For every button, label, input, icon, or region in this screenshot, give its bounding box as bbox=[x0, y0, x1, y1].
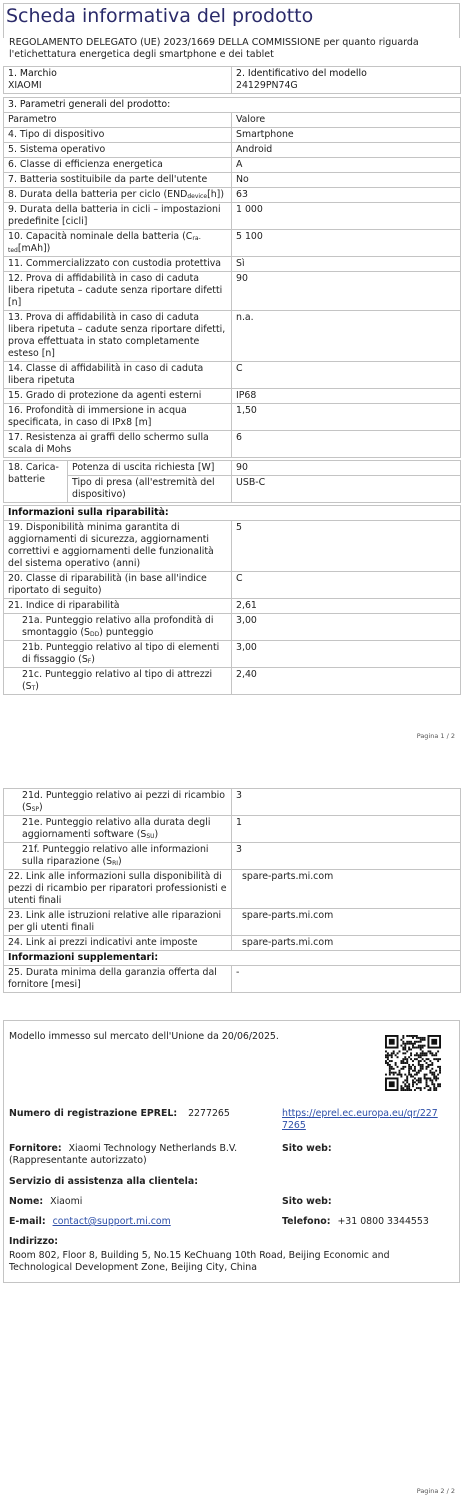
table-row bbox=[4, 272, 461, 311]
extra-heading: Informazioni supplementari: bbox=[4, 951, 461, 966]
table-row bbox=[4, 257, 461, 272]
param-cell: 4. Tipo di dispositivo bbox=[4, 128, 232, 143]
table-row bbox=[4, 572, 461, 599]
value-cell: Smartphone bbox=[232, 128, 461, 143]
repairability-table bbox=[3, 505, 461, 695]
supplier-website-label: Sito web: bbox=[282, 1143, 332, 1154]
param-cell: 9. Durata della batteria in cicli – impostazioni predefinite [cicli] bbox=[4, 203, 232, 230]
param-cell: 21b. Punteggio relativo al tipo di elementi di fissaggio $(S_F)$ bbox=[4, 641, 232, 668]
charger-power-value: 90 bbox=[232, 461, 461, 476]
value-cell: 3 bbox=[232, 843, 461, 870]
param-cell: 21f. Punteggio relativo alle informazioni sulla riparazione $(S_{RI})$ bbox=[4, 843, 232, 870]
param-cell: 10. Capacità nominale della batteria $(C_{ra-ted}[mAh])$ bbox=[4, 230, 232, 257]
support-name-row bbox=[9, 1196, 82, 1208]
table-row bbox=[4, 173, 461, 188]
value-cell: No bbox=[232, 173, 461, 188]
eprel-value: 2277265 bbox=[188, 1108, 230, 1119]
param-cell: 8. Durata della batteria per ciclo $(END_{device}[h])$ bbox=[4, 188, 232, 203]
table-row bbox=[4, 158, 461, 173]
param-cell: 21. Indice di riparabilità bbox=[4, 599, 232, 614]
supplier-row bbox=[9, 1143, 279, 1167]
table-row bbox=[4, 641, 461, 668]
param-cell: 22. Link alle informazioni sulla disponibilità di pezzi di ricambio per riparatori professionisti e utenti finali bbox=[4, 870, 232, 909]
page-title: Scheda informativa del prodotto bbox=[6, 5, 314, 27]
param-cell: 13. Prova di affidabilità in caso di caduta libera ripetuta – cadute senza riportare difetti, prova effettuata in stato completamente esteso [n] bbox=[4, 311, 232, 362]
value-cell: 5 100 bbox=[232, 230, 461, 257]
table-row bbox=[4, 143, 461, 158]
table-row bbox=[4, 816, 461, 843]
table-row bbox=[4, 521, 461, 572]
phone-label: Telefono: bbox=[282, 1216, 331, 1227]
table-row bbox=[4, 668, 461, 695]
value-cell: A bbox=[232, 158, 461, 173]
value-cell: spare-parts.mi.com bbox=[232, 870, 461, 909]
supplier-value: Xiaomi Technology Netherlands B.V. (Rappresentante autorizzato) bbox=[9, 1143, 238, 1166]
phone-value: +31 0800 3344553 bbox=[337, 1216, 429, 1227]
value-cell: spare-parts.mi.com bbox=[232, 936, 461, 951]
param-cell: 11. Commercializzato con custodia protettiva bbox=[4, 257, 232, 272]
value-cell: 90 bbox=[232, 272, 461, 311]
value-cell: spare-parts.mi.com bbox=[232, 909, 461, 936]
page-2-footer: Pagina 2 / 2 bbox=[416, 1487, 455, 1495]
eprel-row bbox=[9, 1108, 230, 1120]
param-cell: 21a. Punteggio relativo alla profondità di smontaggio $(S_{DD})$ punteggio bbox=[4, 614, 232, 641]
value-cell: n.a. bbox=[232, 311, 461, 362]
page-1 bbox=[0, 0, 461, 745]
value-cell: 2,61 bbox=[232, 599, 461, 614]
param-cell: 23. Link alle istruzioni relative alle riparazioni per gli utenti finali bbox=[4, 909, 232, 936]
charger-socket-value: USB-C bbox=[232, 476, 461, 503]
table-row bbox=[4, 431, 461, 458]
regulation-text: REGOLAMENTO DELEGATO (UE) 2023/1669 DELLA COMMISSIONE per quanto riguarda l'etichettatura energetica degli smartphone e dei tablet bbox=[9, 37, 419, 60]
table-row bbox=[4, 188, 461, 203]
address-label: Indirizzo: bbox=[9, 1236, 59, 1247]
general-rows bbox=[4, 128, 461, 458]
phone-row bbox=[282, 1216, 429, 1228]
value-cell: 63 bbox=[232, 188, 461, 203]
value-cell: 5 bbox=[232, 521, 461, 572]
name-label: Nome: bbox=[9, 1196, 44, 1207]
param-cell: 15. Grado di protezione da agenti esterni bbox=[4, 389, 232, 404]
param-cell: 12. Prova di affidabilità in caso di caduta libera ripetuta – cadute senza riportare difetti [n] bbox=[4, 272, 232, 311]
table-row bbox=[4, 203, 461, 230]
value-cell: IP68 bbox=[232, 389, 461, 404]
warranty-label: 25. Durata minima della garanzia offerta dal fornitore [mesi] bbox=[4, 966, 232, 993]
charger-label: 18. Carica-batterie bbox=[4, 461, 68, 503]
value-cell: 2,40 bbox=[232, 668, 461, 695]
brand-value: XIAOMI bbox=[8, 80, 42, 91]
supplier-label: Fornitore: bbox=[9, 1143, 62, 1154]
value-header: Valore bbox=[232, 113, 461, 128]
param-cell: 5. Sistema operativo bbox=[4, 143, 232, 158]
charger-socket-label: Tipo di presa (all'estremità del dispositivo) bbox=[68, 476, 232, 503]
eprel-link[interactable]: https://eprel.ec.europa.eu/qr/2277265 bbox=[282, 1108, 438, 1131]
param-cell: 21d. Punteggio relativo ai pezzi di ricambio $(S_{SP})$ bbox=[4, 789, 232, 816]
table-row bbox=[4, 404, 461, 431]
table-row bbox=[4, 909, 461, 936]
value-cell: 3 bbox=[232, 789, 461, 816]
table-row bbox=[4, 599, 461, 614]
name-value: Xiaomi bbox=[50, 1196, 83, 1207]
charger-power-label: Potenza di uscita richiesta [W] bbox=[68, 461, 232, 476]
param-cell: 17. Resistenza ai graffi dello schermo sulla scala di Mohs bbox=[4, 431, 232, 458]
table-row bbox=[4, 936, 461, 951]
model-value: 24129PN74G bbox=[236, 80, 298, 91]
value-cell: C bbox=[232, 362, 461, 389]
param-cell: 16. Profondità di immersione in acqua specificata, in caso di IPx8 [m] bbox=[4, 404, 232, 431]
table-row bbox=[4, 389, 461, 404]
model-cell bbox=[232, 67, 461, 94]
page-2-table bbox=[3, 788, 461, 993]
table-row bbox=[4, 362, 461, 389]
param-cell: 24. Link ai prezzi indicativi ante imposte bbox=[4, 936, 232, 951]
param-header: Parametro bbox=[4, 113, 232, 128]
market-date: Modello immesso sul mercato dell'Unione da 20/06/2025. bbox=[9, 1031, 279, 1042]
email-link[interactable]: contact@support.mi.com bbox=[52, 1216, 171, 1227]
section-3-heading: 3. Parametri generali del prodotto: bbox=[4, 98, 461, 113]
support-website-label: Sito web: bbox=[282, 1196, 332, 1207]
support-heading: Servizio di assistenza alla clientela: bbox=[9, 1176, 198, 1187]
eprel-label: Numero di registrazione EPREL: bbox=[9, 1108, 178, 1119]
value-cell: Android bbox=[232, 143, 461, 158]
email-label: E-mail: bbox=[9, 1216, 46, 1227]
charger-table bbox=[3, 460, 461, 503]
value-cell: Sì bbox=[232, 257, 461, 272]
address-value: Room 802, Floor 8, Building 5, No.15 KeChuang 10th Road, Beijing Economic and Technological Development Zone, Beijing City, China bbox=[9, 1250, 390, 1273]
value-cell: 6 bbox=[232, 431, 461, 458]
value-cell: 3,00 bbox=[232, 614, 461, 641]
table-row bbox=[4, 789, 461, 816]
warranty-value: - bbox=[232, 966, 461, 993]
model-label: 2. Identificativo del modello bbox=[236, 68, 367, 79]
value-cell: C bbox=[232, 572, 461, 599]
param-cell: 21e. Punteggio relativo alla durata degli aggiornamenti software $(S_{SU})$ bbox=[4, 816, 232, 843]
param-cell: 6. Classe di efficienza energetica bbox=[4, 158, 232, 173]
value-cell: 1,50 bbox=[232, 404, 461, 431]
value-cell: 1 000 bbox=[232, 203, 461, 230]
table-row bbox=[4, 614, 461, 641]
brand-cell bbox=[4, 67, 232, 94]
repair-rows bbox=[4, 521, 461, 695]
param-cell: 19. Disponibilità minima garantita di aggiornamenti di sicurezza, aggiornamenti correttivi e aggiornamenti delle funzionalità del sistema operativo (anni) bbox=[4, 521, 232, 572]
repair-heading: Informazioni sulla riparabilità: bbox=[4, 506, 461, 521]
table-row bbox=[4, 230, 461, 257]
page-1-footer: Pagina 1 / 2 bbox=[416, 732, 455, 740]
table-row bbox=[4, 128, 461, 143]
table-row bbox=[4, 311, 461, 362]
value-cell: 3,00 bbox=[232, 641, 461, 668]
page-2-rows bbox=[4, 789, 461, 951]
value-cell: 1 bbox=[232, 816, 461, 843]
param-cell: 20. Classe di riparabilità (in base all'indice riportato di seguito) bbox=[4, 572, 232, 599]
param-cell: 7. Batteria sostituibile da parte dell'utente bbox=[4, 173, 232, 188]
identity-table bbox=[3, 66, 461, 94]
email-row bbox=[9, 1216, 171, 1228]
table-row bbox=[4, 870, 461, 909]
param-cell: 21c. Punteggio relativo al tipo di attrezzi $(S_T)$ bbox=[4, 668, 232, 695]
qr-code-icon bbox=[385, 1035, 441, 1091]
table-row bbox=[4, 843, 461, 870]
general-parameters-table bbox=[3, 97, 461, 458]
brand-label: 1. Marchio bbox=[8, 68, 57, 79]
param-cell: 14. Classe di affidabilità in caso di caduta libera ripetuta bbox=[4, 362, 232, 389]
